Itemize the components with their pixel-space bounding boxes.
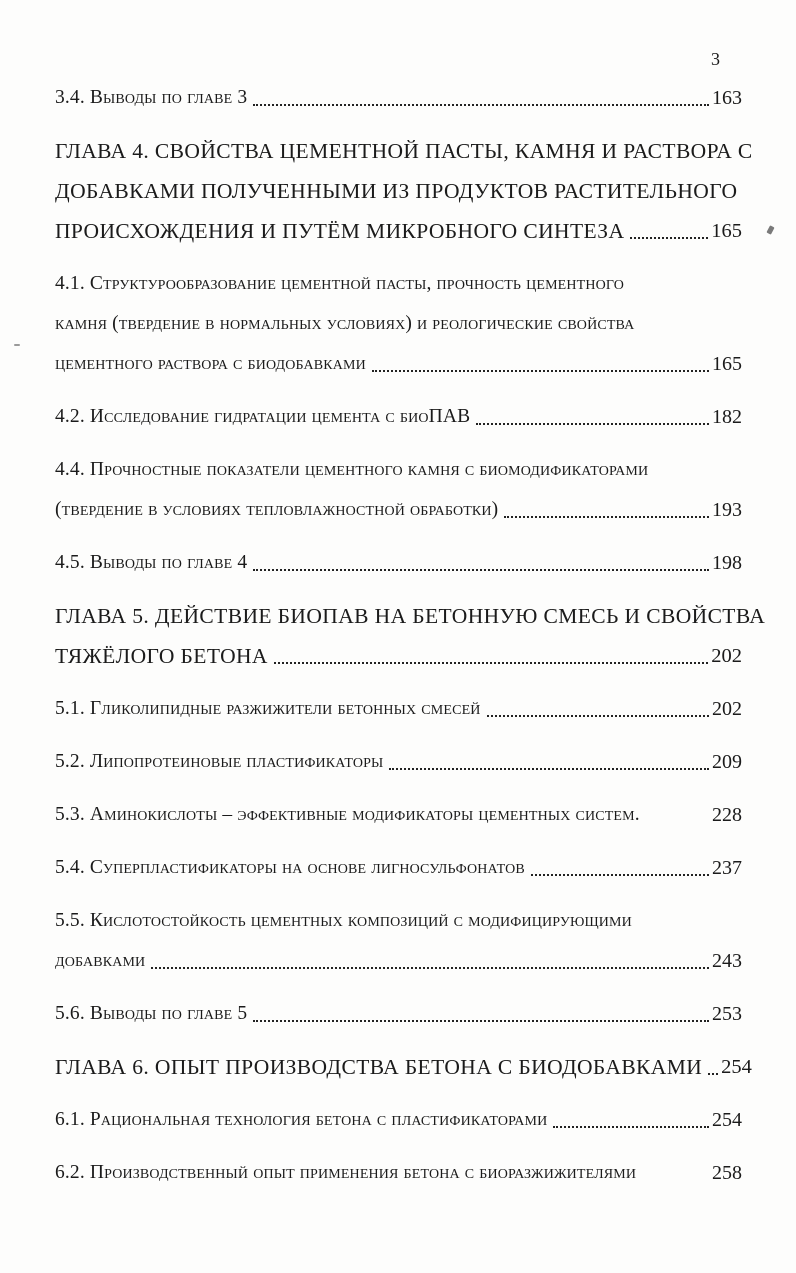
toc-entry-line xyxy=(55,941,742,981)
toc-entry-title: 6.2. Производственный опыт применения бетона с биоразжижителями xyxy=(55,1162,637,1183)
toc-entry-line xyxy=(55,211,742,251)
toc-entry-title: 5.2. Липопротеиновые пластификаторы xyxy=(55,751,384,772)
toc-entry-title: 5.1. Гликолипидные разжижители бетонных смесей xyxy=(55,698,481,719)
toc-entry-title: (твердение в условиях тепловлажностной обработки) xyxy=(55,499,499,520)
toc-page-number: 254 xyxy=(712,1109,742,1131)
toc-entry-line xyxy=(55,304,742,344)
toc-page-number: 209 xyxy=(712,751,742,773)
toc-page-number: 165 xyxy=(711,220,742,242)
toc-entry-title: 5.5. Кислотостойкость цементных композиций с модифицирующими xyxy=(55,910,632,931)
toc-entry-line xyxy=(55,78,742,118)
toc-entry-title: 5.3. Аминокислоты – эффективные модификаторы цементных систем. xyxy=(55,804,640,825)
toc-entry-title: 6.1. Рациональная технология бетона с пластификаторами xyxy=(55,1109,548,1130)
scan-speck xyxy=(14,344,20,346)
toc-page-number: 202 xyxy=(711,645,742,667)
dot-leader xyxy=(389,768,709,770)
toc-entry xyxy=(55,901,742,981)
dot-leader xyxy=(476,423,709,425)
toc-entry-line xyxy=(55,450,742,490)
toc-entry-title: ГЛАВА 6. ОПЫТ ПРОИЗВОДСТВА БЕТОНА С БИОДОБАВКАМИ xyxy=(55,1055,703,1079)
toc-entry-title: ПРОИСХОЖДЕНИЯ И ПУТЁМ МИКРОБНОГО СИНТЕЗА xyxy=(55,219,625,243)
toc-entry-line xyxy=(55,131,753,171)
toc-entry-title: добавками xyxy=(55,950,146,971)
toc-page-number: 237 xyxy=(712,857,742,879)
dot-leader xyxy=(274,662,708,664)
toc-entry-line xyxy=(55,1153,742,1193)
toc-entry xyxy=(55,450,742,530)
toc-entry-title: 5.4. Суперпластификаторы на основе лигносульфонатов xyxy=(55,857,525,878)
toc-page-number: 228 xyxy=(712,804,742,826)
toc-entry-line xyxy=(55,994,742,1034)
toc-page-number: 193 xyxy=(712,499,742,521)
dot-leader xyxy=(531,874,709,876)
toc-page-number: 243 xyxy=(712,950,742,972)
dot-leader xyxy=(253,569,709,571)
dot-leader xyxy=(151,967,709,969)
page-number-header: 3 xyxy=(711,49,720,69)
toc-entry-title: 4.2. Исследование гидратации цемента с биоПАВ xyxy=(55,406,471,427)
toc-entry xyxy=(55,78,742,118)
dot-leader xyxy=(708,1073,718,1075)
toc-entry-line xyxy=(55,848,742,888)
dot-leader xyxy=(372,370,709,372)
toc-page-number: 202 xyxy=(712,698,742,720)
dot-leader xyxy=(504,516,709,518)
toc-entry xyxy=(55,848,742,888)
toc-entry xyxy=(55,1153,742,1193)
dot-leader xyxy=(553,1126,709,1128)
dot-leader xyxy=(487,715,709,717)
toc-entry-line xyxy=(55,636,742,676)
toc-entry-line xyxy=(55,397,742,437)
toc-entry xyxy=(55,1100,742,1140)
toc-entry-title: ГЛАВА 5. ДЕЙСТВИЕ БИОПАВ НА БЕТОННУЮ СМЕСЬ И СВОЙСТВА xyxy=(55,604,766,628)
toc-entry xyxy=(55,994,742,1034)
toc-entry-line xyxy=(55,344,742,384)
toc-entry xyxy=(55,397,742,437)
toc-page-number: 253 xyxy=(712,1003,742,1025)
toc-entry-line xyxy=(55,1047,752,1087)
toc-entry-title: 4.5. Выводы по главе 4 xyxy=(55,552,248,573)
toc-entry-line xyxy=(55,795,742,835)
toc-entry-line xyxy=(55,742,742,782)
toc-entry-title: 4.4. Прочностные показатели цементного камня с биомодификаторами xyxy=(55,459,649,480)
toc-page-number: 165 xyxy=(712,353,742,375)
toc-entry xyxy=(55,742,742,782)
toc-entry-title: 5.6. Выводы по главе 5 xyxy=(55,1003,248,1024)
toc-entry-line xyxy=(55,1100,742,1140)
table-of-contents xyxy=(0,70,796,1193)
toc-entry-title: камня (твердение в нормальных условиях) и реологические свойства xyxy=(55,313,635,334)
toc-entry-chapter xyxy=(55,596,766,676)
toc-entry-chapter xyxy=(55,131,753,251)
toc-entry-line xyxy=(55,901,742,941)
toc-entry-chapter xyxy=(55,1047,752,1087)
toc-entry xyxy=(55,543,742,583)
toc-entry xyxy=(55,264,742,384)
toc-entry-line xyxy=(55,543,742,583)
toc-entry xyxy=(55,795,742,835)
dot-leader xyxy=(253,1020,709,1022)
toc-entry-title: ДОБАВКАМИ ПОЛУЧЕННЫМИ ИЗ ПРОДУКТОВ РАСТИТЕЛЬНОГО xyxy=(55,179,738,203)
dot-leader xyxy=(253,104,709,106)
toc-entry-title: ТЯЖЁЛОГО БЕТОНА xyxy=(55,644,268,668)
dot-leader xyxy=(630,237,708,239)
toc-page-number: 182 xyxy=(712,406,742,428)
toc-entry-line xyxy=(55,596,766,636)
toc-entry-title: цементного раствора с биодобавками xyxy=(55,353,366,374)
toc-page-number: 254 xyxy=(721,1056,752,1078)
toc-entry-line xyxy=(55,490,742,530)
toc-entry-title: 4.1. Структурообразование цементной пасты, прочность цементного xyxy=(55,273,625,294)
toc-entry-title: ГЛАВА 4. СВОЙСТВА ЦЕМЕНТНОЙ ПАСТЫ, КАМНЯ И РАСТВОРА С xyxy=(55,139,753,163)
toc-entry-line xyxy=(55,171,742,211)
toc-entry-title: 3.4. Выводы по главе 3 xyxy=(55,87,248,108)
toc-entry xyxy=(55,689,742,729)
toc-entry-line xyxy=(55,264,742,304)
toc-page-number: 198 xyxy=(712,552,742,574)
toc-entry-line xyxy=(55,689,742,729)
toc-page-number: 163 xyxy=(712,87,742,109)
toc-page-number: 258 xyxy=(712,1162,742,1184)
